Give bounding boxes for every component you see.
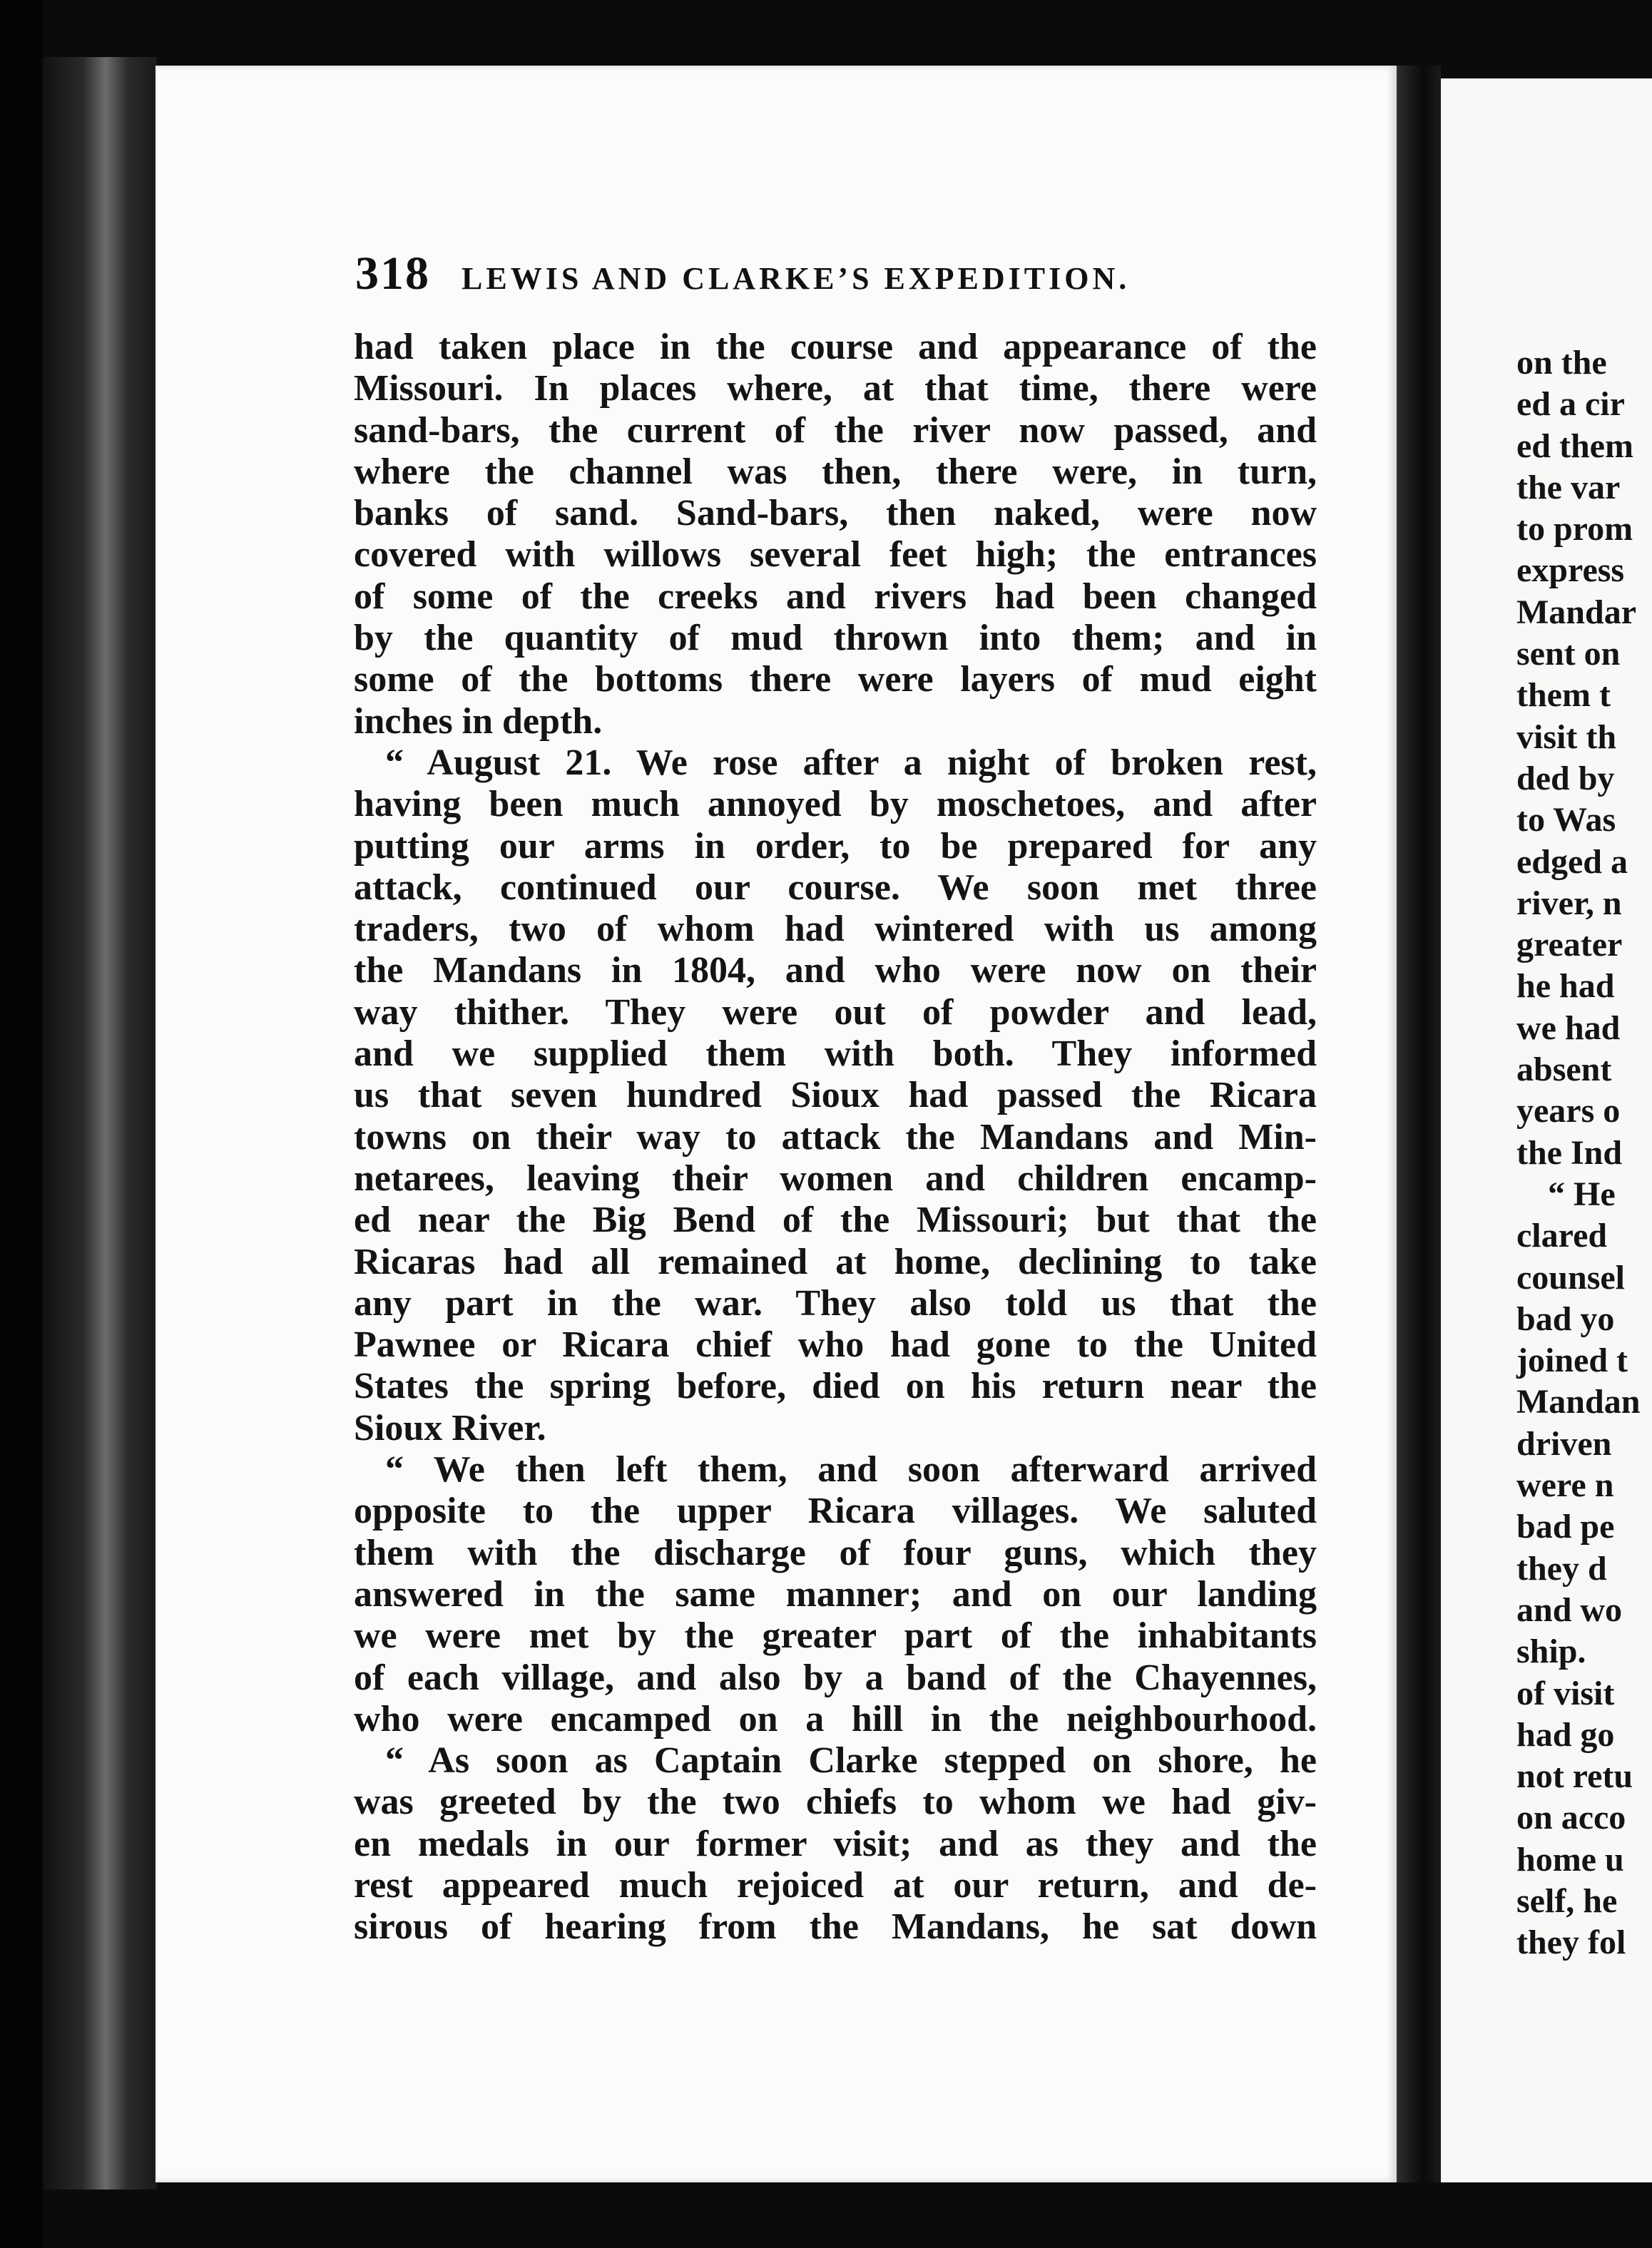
right-text-line: were n xyxy=(1516,1466,1614,1505)
text-line: banks of sand. Sand-bars, then naked, were now xyxy=(354,493,1317,534)
right-text-line: Mandar xyxy=(1516,593,1636,631)
text-line: “ We then left them, and soon afterward arrived xyxy=(385,1449,1317,1491)
text-line: en medals in our former visit; and as they and the xyxy=(354,1823,1317,1864)
text-line: was greeted by the two chiefs to whom we had giv- xyxy=(354,1782,1317,1823)
text-line: inches in depth. xyxy=(354,700,603,742)
right-text-line: them t xyxy=(1516,676,1611,715)
text-line: any part in the war. They also told us that the xyxy=(354,1282,1317,1324)
page-header xyxy=(355,247,1347,304)
text-line: ed near the Big Bend of the Missouri; but that the xyxy=(354,1200,1317,1241)
text-line: sirous of hearing from the Mandans, he sat down xyxy=(354,1906,1317,1948)
text-line: of each village, and also by a band of the Chayennes, xyxy=(354,1657,1317,1698)
running-title: LEWIS AND CLARKE’S EXPEDITION. xyxy=(462,261,1131,296)
text-line: them with the discharge of four guns, which they xyxy=(354,1532,1317,1573)
right-text-line: joined t xyxy=(1516,1342,1628,1380)
text-line: and we supplied them with both. They informed xyxy=(354,1033,1317,1075)
right-text-line: on the xyxy=(1516,344,1607,382)
text-line: the Mandans in 1804, and who were now on their xyxy=(354,950,1317,991)
right-text-line: the Ind xyxy=(1516,1133,1623,1172)
right-text-line: bad yo xyxy=(1516,1299,1615,1338)
book-spine-shadow xyxy=(0,0,43,2248)
text-line: we were met by the greater part of the inhabitants xyxy=(354,1615,1317,1657)
text-line: sand-bars, the current of the river now passed, and xyxy=(354,409,1317,451)
text-line: some of the bottoms there were layers of mud eight xyxy=(354,659,1317,700)
right-text-line: bad pe xyxy=(1516,1508,1615,1546)
text-line: netarees, leaving their women and children encamp- xyxy=(354,1158,1317,1199)
text-line: answered in the same manner; and on our landing xyxy=(354,1573,1317,1615)
text-line: who were encamped on a hill in the neighbourhood. xyxy=(354,1698,1317,1739)
text-line: rest appeared much rejoiced at our return, and de- xyxy=(354,1864,1317,1906)
right-text-line: he had xyxy=(1516,967,1615,1006)
right-text-line: edged a xyxy=(1516,842,1628,881)
text-line: States the spring before, died on his return near the xyxy=(354,1366,1317,1407)
text-line: attack, continued our course. We soon met three xyxy=(354,867,1317,908)
book-page-edges xyxy=(43,57,157,2190)
right-text-line: sent on xyxy=(1516,635,1621,673)
right-text-line: years o xyxy=(1516,1092,1621,1130)
right-text-line: to prom xyxy=(1516,510,1633,548)
right-text-line: “ He xyxy=(1548,1175,1616,1213)
text-line: traders, two of whom had wintered with us among xyxy=(354,909,1317,950)
right-text-line: and wo xyxy=(1516,1590,1623,1629)
text-line: way thither. They were out of powder and lead, xyxy=(354,991,1317,1033)
right-text-line: visit th xyxy=(1516,717,1617,756)
text-line: by the quantity of mud thrown into them; and in xyxy=(354,618,1317,659)
page-number: 318 xyxy=(355,247,430,300)
right-text-line: they fol xyxy=(1516,1923,1626,1962)
text-line: “ August 21. We rose after a night of broken rest, xyxy=(385,742,1317,783)
right-text-line: counsel xyxy=(1516,1258,1626,1297)
right-text-line: we had xyxy=(1516,1008,1621,1047)
right-text-line: express xyxy=(1516,551,1625,590)
right-text-line: home u xyxy=(1516,1840,1624,1879)
right-text-line: not retu xyxy=(1516,1757,1633,1796)
right-text-line: ship. xyxy=(1516,1633,1586,1671)
text-line: us that seven hundred Sioux had passed the Ricara xyxy=(354,1075,1317,1116)
text-line: Pawnee or Ricara chief who had gone to the United xyxy=(354,1324,1317,1366)
right-text-line: driven xyxy=(1516,1424,1612,1463)
text-line: Ricaras had all remained at home, declining to take xyxy=(354,1241,1317,1282)
text-line: covered with willows several feet high; the entrances xyxy=(354,534,1317,576)
text-line: opposite to the upper Ricara villages. We saluted xyxy=(354,1491,1317,1532)
book-gutter xyxy=(1397,66,1441,2182)
right-text-line: on acco xyxy=(1516,1799,1626,1837)
right-text-line: ed them xyxy=(1516,426,1633,465)
right-text-line: ed a cir xyxy=(1516,385,1625,424)
text-line: where the channel was then, there were, in turn, xyxy=(354,451,1317,492)
right-text-line: river, n xyxy=(1516,884,1622,922)
right-text-line: they d xyxy=(1516,1549,1607,1588)
text-line: had taken place in the course and appearance of the xyxy=(354,327,1317,367)
text-line: having been much annoyed by moschetoes, and after xyxy=(354,784,1317,825)
right-text-line: of visit xyxy=(1516,1674,1615,1712)
text-line: putting our arms in order, to be prepared for any xyxy=(354,825,1317,867)
text-line: Sioux River. xyxy=(354,1407,546,1449)
right-text-line: had go xyxy=(1516,1715,1615,1754)
text-line: of some of the creeks and rivers had been changed xyxy=(354,576,1317,617)
right-text-line: absent xyxy=(1516,1051,1612,1089)
right-page-text xyxy=(1441,342,1652,1964)
right-text-line: Mandan xyxy=(1516,1383,1641,1421)
right-text-line: clared xyxy=(1516,1217,1608,1255)
body-text xyxy=(354,327,1317,1948)
text-line: towns on their way to attack the Mandans and Min- xyxy=(354,1116,1317,1158)
right-text-line: ded by xyxy=(1516,759,1615,797)
text-line: Missouri. In places where, at that time, there were xyxy=(354,368,1317,409)
right-text-line: to Was xyxy=(1516,801,1616,839)
right-text-line: self, he xyxy=(1516,1881,1618,1920)
right-text-line: greater xyxy=(1516,926,1623,964)
right-text-line: the var xyxy=(1516,468,1621,506)
text-line: “ As soon as Captain Clarke stepped on shore, he xyxy=(385,1740,1317,1782)
